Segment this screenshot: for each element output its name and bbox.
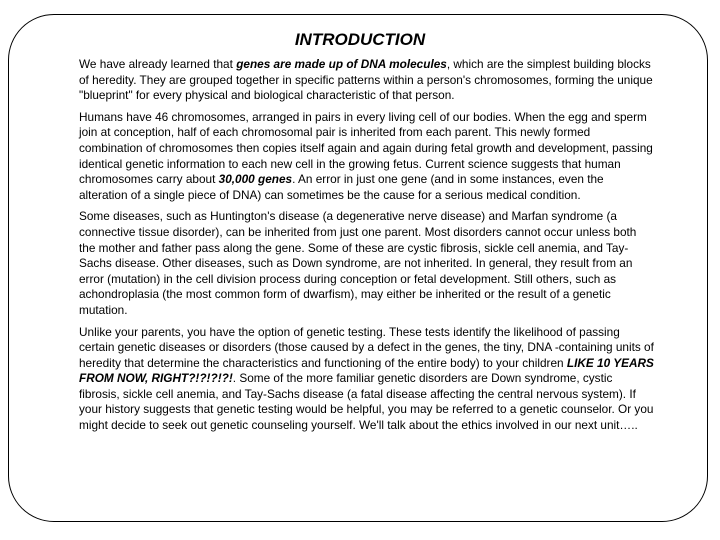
paragraph-2-text-after: . An error in just one gene (and in some instances, even the alteration of a single piece of DNA) can sometimes be the cause for a serious medical condition. [79, 172, 604, 202]
page-title: INTRODUCTION [294, 30, 426, 49]
body-text [79, 57, 654, 440]
paragraph-4-text-after: . Some of the more familiar genetic disorders are Down syndrome, cystic fibrosis, sickle cell anemia, and Tay-Sachs disease (a fatal disease affecting the central nervous system). If your history suggests that genetic testing would be helpful, you may be referred to a genetic counselor. Or you might decide to seek out genetic counseling yourself. We'll talk about the ethics involved in our next unit….. [79, 371, 654, 433]
paragraph-1-text-after: , which are the simplest building blocks of heredity. They are grouped together in specific patterns within a person's chromosomes, forming the unique "blueprint" for every physical and biological characteristic of that person. [79, 57, 653, 103]
paragraph-genetic-testing [79, 325, 654, 434]
paragraph-4-text-before: Unlike your parents, you have the option of genetic testing. These tests identify the likelihood of passing certain genetic diseases or disorders (those caused by a defect in the genes, the tiny, DNA -containing units of heredity that determine the characteristics and functioning of the entire body) to your children [79, 324, 654, 370]
paragraph-4-emphasis: LIKE 10 YEARS FROM NOW, RIGHT?!?!?!?! [79, 355, 654, 386]
paragraph-2-emphasis: 30,000 genes [218, 172, 293, 187]
paragraph-1-emphasis: genes are made up of DNA molecules [236, 57, 447, 71]
paragraph-1-text-before: We have already learned that [79, 57, 237, 71]
paragraph-2-text-before: Humans have 46 chromosomes, arranged in pairs in every living cell of our bodies. When the egg and sperm join at conception, half of each chromosomal pair is inherited from each parent. This newly formed combination of chromosomes then copies itself again and again during fetal growth and development, passing identical genetic information to each new cell in the growing fetus. Current science suggests that human chromosomes carry about [79, 109, 653, 187]
paragraph-genes-dna [79, 57, 654, 104]
paragraph-diseases: Some diseases, such as Huntington's disease (a degenerative nerve disease) and Marfan syndrome (a connective tissue disorder), can be inherited from just one parent. Most disorders cannot occur unless both the mother and father pass along the gene. Some of these are cystic fibrosis, sickle cell anemia, and Tay-Sachs disease. Other diseases, such as Down syndrome, are not inherited. In general, they result from an error (mutation) in the cell division process during conception or fetal development. Still others, such as achondroplasia (the most common form of dwarfism), may either be inherited or the result of a genetic mutation. [79, 209, 637, 317]
paragraph-chromosomes [79, 110, 654, 204]
